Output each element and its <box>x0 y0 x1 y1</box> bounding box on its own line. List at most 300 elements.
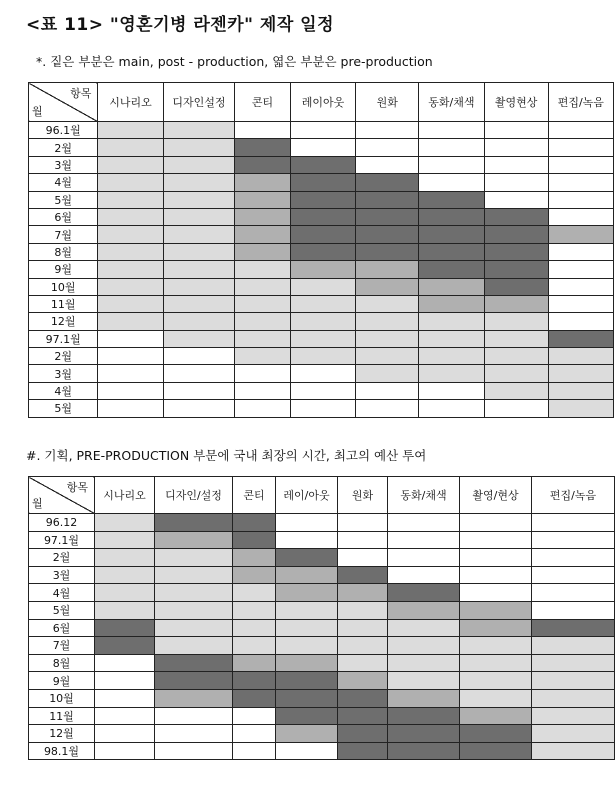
schedule-cell <box>276 725 338 743</box>
table-row <box>29 566 615 584</box>
schedule-cell <box>98 191 163 208</box>
schedule-cell <box>356 313 419 330</box>
schedule-cell <box>419 139 484 156</box>
schedule-cell <box>98 313 163 330</box>
table-row <box>29 313 614 330</box>
schedule-cell <box>460 619 532 637</box>
schedule-cell <box>276 654 338 672</box>
schedule-cell <box>163 261 235 278</box>
month-label: 3월 <box>29 156 98 173</box>
schedule-cell <box>548 348 613 365</box>
schedule-cell <box>290 400 355 417</box>
schedule-cell <box>356 191 419 208</box>
schedule-cell <box>484 348 548 365</box>
schedule-cell <box>532 654 615 672</box>
schedule-cell <box>290 348 355 365</box>
schedule-cell <box>338 584 388 602</box>
column-header: 원화 <box>338 477 388 514</box>
schedule-cell <box>95 601 155 619</box>
schedule-cell <box>163 365 235 382</box>
schedule-cell <box>290 191 355 208</box>
schedule-cell <box>356 330 419 347</box>
schedule-cell <box>419 156 484 173</box>
month-label: 3월 <box>29 566 95 584</box>
month-label: 97.1월 <box>29 330 98 347</box>
schedule-cell <box>548 278 613 295</box>
schedule-cell <box>155 707 233 725</box>
schedule-cell <box>276 584 338 602</box>
table-row <box>29 348 614 365</box>
table-row <box>29 243 614 260</box>
schedule-cell <box>419 278 484 295</box>
table-row <box>29 365 614 382</box>
table-row <box>29 156 614 173</box>
schedule-cell <box>235 382 291 399</box>
schedule-cell <box>98 382 163 399</box>
schedule-cell <box>276 707 338 725</box>
month-label: 2월 <box>29 549 95 567</box>
month-label: 5월 <box>29 601 95 619</box>
schedule-cell <box>338 531 388 549</box>
month-label: 8월 <box>29 243 98 260</box>
corner-month-label: 월 <box>32 497 43 510</box>
schedule-cell <box>155 619 233 637</box>
header-row <box>29 83 614 122</box>
table-row <box>29 382 614 399</box>
schedule-cell <box>155 725 233 743</box>
schedule-cell <box>155 566 233 584</box>
month-label: 97.1월 <box>29 531 95 549</box>
table-row <box>29 549 615 567</box>
schedule-cell <box>95 654 155 672</box>
schedule-cell <box>163 278 235 295</box>
schedule-cell <box>460 514 532 532</box>
schedule-cell <box>95 531 155 549</box>
schedule-cell <box>460 742 532 760</box>
schedule-cell <box>388 601 460 619</box>
month-label: 4월 <box>29 382 98 399</box>
schedule-cell <box>338 689 388 707</box>
schedule-cell <box>484 243 548 260</box>
schedule-cell <box>460 689 532 707</box>
schedule-cell <box>532 742 615 760</box>
schedule-cell <box>276 531 338 549</box>
schedule-cell <box>290 365 355 382</box>
table-row <box>29 295 614 312</box>
schedule-cell <box>356 400 419 417</box>
schedule-cell <box>419 243 484 260</box>
table-row <box>29 584 615 602</box>
schedule-cell <box>388 619 460 637</box>
schedule-cell <box>95 619 155 637</box>
schedule-cell <box>155 654 233 672</box>
schedule-cell <box>290 139 355 156</box>
schedule-cell <box>484 226 548 243</box>
column-header: 시나리오 <box>95 477 155 514</box>
schedule-cell <box>484 208 548 225</box>
schedule-table-1 <box>28 82 614 418</box>
schedule-cell <box>235 243 291 260</box>
schedule-cell <box>290 261 355 278</box>
schedule-cell <box>290 226 355 243</box>
schedule-cell <box>155 672 233 690</box>
schedule-cell <box>98 174 163 191</box>
column-header: 촬영현상 <box>484 83 548 122</box>
schedule-cell <box>532 584 615 602</box>
column-header: 콘티 <box>235 83 291 122</box>
month-label: 6월 <box>29 208 98 225</box>
schedule-cell <box>484 295 548 312</box>
schedule-cell <box>419 382 484 399</box>
schedule-cell <box>155 601 233 619</box>
month-label: 96.12 <box>29 514 95 532</box>
schedule-cell <box>419 313 484 330</box>
schedule-cell <box>338 601 388 619</box>
schedule-cell <box>338 637 388 655</box>
schedule-cell <box>484 365 548 382</box>
schedule-cell <box>233 584 276 602</box>
schedule-cell <box>460 672 532 690</box>
table-row <box>29 191 614 208</box>
schedule-cell <box>338 654 388 672</box>
schedule-cell <box>460 549 532 567</box>
table-row <box>29 742 615 760</box>
schedule-cell <box>95 549 155 567</box>
schedule-cell <box>155 689 233 707</box>
schedule-cell <box>356 382 419 399</box>
table-row <box>29 174 614 191</box>
schedule-cell <box>548 226 613 243</box>
schedule-cell <box>235 261 291 278</box>
month-label: 12월 <box>29 313 98 330</box>
schedule-cell <box>163 156 235 173</box>
table-row <box>29 654 615 672</box>
schedule-cell <box>290 122 355 139</box>
schedule-cell <box>163 191 235 208</box>
column-header: 레이/아웃 <box>276 477 338 514</box>
schedule-cell <box>155 637 233 655</box>
schedule-cell <box>276 601 338 619</box>
schedule-cell <box>338 742 388 760</box>
schedule-cell <box>388 707 460 725</box>
schedule-cell <box>290 174 355 191</box>
schedule-cell <box>95 707 155 725</box>
header-row <box>29 477 615 514</box>
month-label: 4월 <box>29 174 98 191</box>
table-row <box>29 400 614 417</box>
schedule-cell <box>235 226 291 243</box>
schedule-cell <box>235 295 291 312</box>
table-row <box>29 122 614 139</box>
schedule-cell <box>233 514 276 532</box>
schedule-cell <box>532 689 615 707</box>
corner-cell <box>29 83 98 122</box>
column-header: 편집/녹음 <box>548 83 613 122</box>
schedule-cell <box>235 348 291 365</box>
schedule-cell <box>419 295 484 312</box>
schedule-cell <box>95 725 155 743</box>
schedule-cell <box>163 226 235 243</box>
schedule-cell <box>233 742 276 760</box>
schedule-cell <box>548 400 613 417</box>
schedule-cell <box>548 208 613 225</box>
schedule-cell <box>163 400 235 417</box>
schedule-cell <box>290 295 355 312</box>
schedule-cell <box>532 601 615 619</box>
schedule-cell <box>95 672 155 690</box>
schedule-cell <box>484 139 548 156</box>
schedule-table-2 <box>28 476 615 760</box>
table-row <box>29 672 615 690</box>
month-label: 2월 <box>29 348 98 365</box>
schedule-cell <box>235 191 291 208</box>
schedule-cell <box>484 400 548 417</box>
schedule-cell <box>338 566 388 584</box>
schedule-cell <box>548 139 613 156</box>
schedule-cell <box>98 156 163 173</box>
schedule-cell <box>484 122 548 139</box>
schedule-cell <box>460 566 532 584</box>
column-header: 편집/녹음 <box>532 477 615 514</box>
schedule-cell <box>419 122 484 139</box>
schedule-cell <box>163 313 235 330</box>
schedule-cell <box>532 566 615 584</box>
month-label: 9월 <box>29 672 95 690</box>
schedule-cell <box>548 382 613 399</box>
table-row <box>29 601 615 619</box>
schedule-cell <box>484 156 548 173</box>
schedule-cell <box>388 672 460 690</box>
month-label: 3월 <box>29 365 98 382</box>
column-header: 시나리오 <box>98 83 163 122</box>
schedule-cell <box>98 330 163 347</box>
schedule-cell <box>460 584 532 602</box>
table-row <box>29 261 614 278</box>
schedule-cell <box>388 584 460 602</box>
schedule-cell <box>290 278 355 295</box>
schedule-cell <box>419 174 484 191</box>
table-row <box>29 637 615 655</box>
schedule-cell <box>98 400 163 417</box>
schedule-cell <box>532 514 615 532</box>
schedule-cell <box>548 156 613 173</box>
month-label: 96.1월 <box>29 122 98 139</box>
schedule-cell <box>98 295 163 312</box>
schedule-cell <box>484 382 548 399</box>
schedule-cell <box>290 243 355 260</box>
schedule-cell <box>356 295 419 312</box>
schedule-cell <box>548 261 613 278</box>
schedule-cell <box>276 514 338 532</box>
schedule-cell <box>276 672 338 690</box>
schedule-cell <box>290 330 355 347</box>
schedule-cell <box>388 514 460 532</box>
schedule-cell <box>356 261 419 278</box>
month-label: 11월 <box>29 707 95 725</box>
schedule-cell <box>548 313 613 330</box>
schedule-cell <box>388 654 460 672</box>
schedule-cell <box>98 226 163 243</box>
schedule-cell <box>95 514 155 532</box>
schedule-cell <box>388 549 460 567</box>
schedule-cell <box>235 313 291 330</box>
schedule-cell <box>98 365 163 382</box>
schedule-cell <box>235 278 291 295</box>
schedule-cell <box>163 122 235 139</box>
schedule-cell <box>155 549 233 567</box>
schedule-cell <box>163 295 235 312</box>
table-row <box>29 725 615 743</box>
schedule-cell <box>235 122 291 139</box>
schedule-cell <box>276 742 338 760</box>
schedule-cell <box>233 566 276 584</box>
table-row <box>29 330 614 347</box>
schedule-cell <box>98 122 163 139</box>
column-header: 콘티 <box>233 477 276 514</box>
corner-item-label: 항목 <box>66 481 88 494</box>
table-row <box>29 208 614 225</box>
schedule-cell <box>548 295 613 312</box>
schedule-cell <box>233 637 276 655</box>
month-label: 8월 <box>29 654 95 672</box>
schedule-cell <box>356 174 419 191</box>
schedule-cell <box>484 313 548 330</box>
schedule-cell <box>233 531 276 549</box>
month-label: 10월 <box>29 278 98 295</box>
schedule-cell <box>548 174 613 191</box>
schedule-cell <box>484 261 548 278</box>
schedule-cell <box>163 139 235 156</box>
schedule-cell <box>163 330 235 347</box>
month-label: 7월 <box>29 637 95 655</box>
schedule-cell <box>419 365 484 382</box>
schedule-cell <box>484 278 548 295</box>
schedule-cell <box>290 156 355 173</box>
month-label: 2월 <box>29 139 98 156</box>
schedule-table-2-body <box>29 477 615 760</box>
corner-item-label: 항목 <box>70 87 92 100</box>
schedule-cell <box>235 156 291 173</box>
table-row <box>29 689 615 707</box>
schedule-cell <box>388 637 460 655</box>
month-label: 10월 <box>29 689 95 707</box>
month-label: 5월 <box>29 400 98 417</box>
schedule-cell <box>532 672 615 690</box>
schedule-cell <box>235 208 291 225</box>
schedule-cell <box>98 208 163 225</box>
schedule-cell <box>233 549 276 567</box>
month-label: 9월 <box>29 261 98 278</box>
schedule-cell <box>532 637 615 655</box>
month-label: 11월 <box>29 295 98 312</box>
schedule-cell <box>233 725 276 743</box>
schedule-cell <box>290 382 355 399</box>
schedule-cell <box>276 637 338 655</box>
footnote: #. 기획, PRE-PRODUCTION 부문에 국내 최장의 시간, 최고의 예산 투여 <box>26 448 427 463</box>
schedule-cell <box>98 139 163 156</box>
schedule-cell <box>532 531 615 549</box>
schedule-cell <box>290 208 355 225</box>
schedule-cell <box>276 566 338 584</box>
schedule-cell <box>163 208 235 225</box>
schedule-cell <box>419 226 484 243</box>
schedule-cell <box>98 278 163 295</box>
schedule-cell <box>155 514 233 532</box>
schedule-cell <box>233 619 276 637</box>
schedule-cell <box>460 531 532 549</box>
schedule-cell <box>356 139 419 156</box>
schedule-cell <box>233 707 276 725</box>
schedule-cell <box>356 365 419 382</box>
schedule-cell <box>338 672 388 690</box>
corner-cell <box>29 477 95 514</box>
schedule-cell <box>548 243 613 260</box>
month-label: 6월 <box>29 619 95 637</box>
schedule-cell <box>155 531 233 549</box>
schedule-cell <box>338 619 388 637</box>
column-header: 동화/채색 <box>419 83 484 122</box>
schedule-cell <box>163 382 235 399</box>
legend-note: *. 짙은 부분은 main, post - production, 엷은 부분은 pre-production <box>36 54 433 69</box>
column-header: 동화/채색 <box>388 477 460 514</box>
schedule-cell <box>532 619 615 637</box>
schedule-cell <box>356 226 419 243</box>
schedule-cell <box>233 601 276 619</box>
schedule-cell <box>98 243 163 260</box>
schedule-cell <box>163 243 235 260</box>
schedule-cell <box>356 122 419 139</box>
table-row <box>29 707 615 725</box>
table-row <box>29 226 614 243</box>
table-row <box>29 139 614 156</box>
schedule-cell <box>532 549 615 567</box>
column-header: 원화 <box>356 83 419 122</box>
column-header: 레이아웃 <box>290 83 355 122</box>
schedule-cell <box>388 531 460 549</box>
schedule-cell <box>548 191 613 208</box>
schedule-cell <box>356 243 419 260</box>
month-label: 7월 <box>29 226 98 243</box>
schedule-cell <box>548 365 613 382</box>
schedule-cell <box>95 584 155 602</box>
column-header: 촬영/현상 <box>460 477 532 514</box>
schedule-cell <box>155 742 233 760</box>
schedule-cell <box>290 313 355 330</box>
schedule-cell <box>419 208 484 225</box>
schedule-cell <box>235 330 291 347</box>
schedule-cell <box>356 156 419 173</box>
schedule-cell <box>98 348 163 365</box>
schedule-cell <box>460 707 532 725</box>
schedule-cell <box>548 122 613 139</box>
schedule-cell <box>235 365 291 382</box>
schedule-cell <box>484 330 548 347</box>
schedule-cell <box>98 261 163 278</box>
schedule-table-1-body <box>29 83 614 418</box>
schedule-cell <box>155 584 233 602</box>
schedule-cell <box>338 549 388 567</box>
schedule-cell <box>235 400 291 417</box>
month-label: 12월 <box>29 725 95 743</box>
schedule-cell <box>163 348 235 365</box>
schedule-cell <box>95 689 155 707</box>
table-row <box>29 278 614 295</box>
schedule-cell <box>419 348 484 365</box>
schedule-cell <box>356 278 419 295</box>
month-label: 5월 <box>29 191 98 208</box>
table-row <box>29 619 615 637</box>
month-label: 4월 <box>29 584 95 602</box>
